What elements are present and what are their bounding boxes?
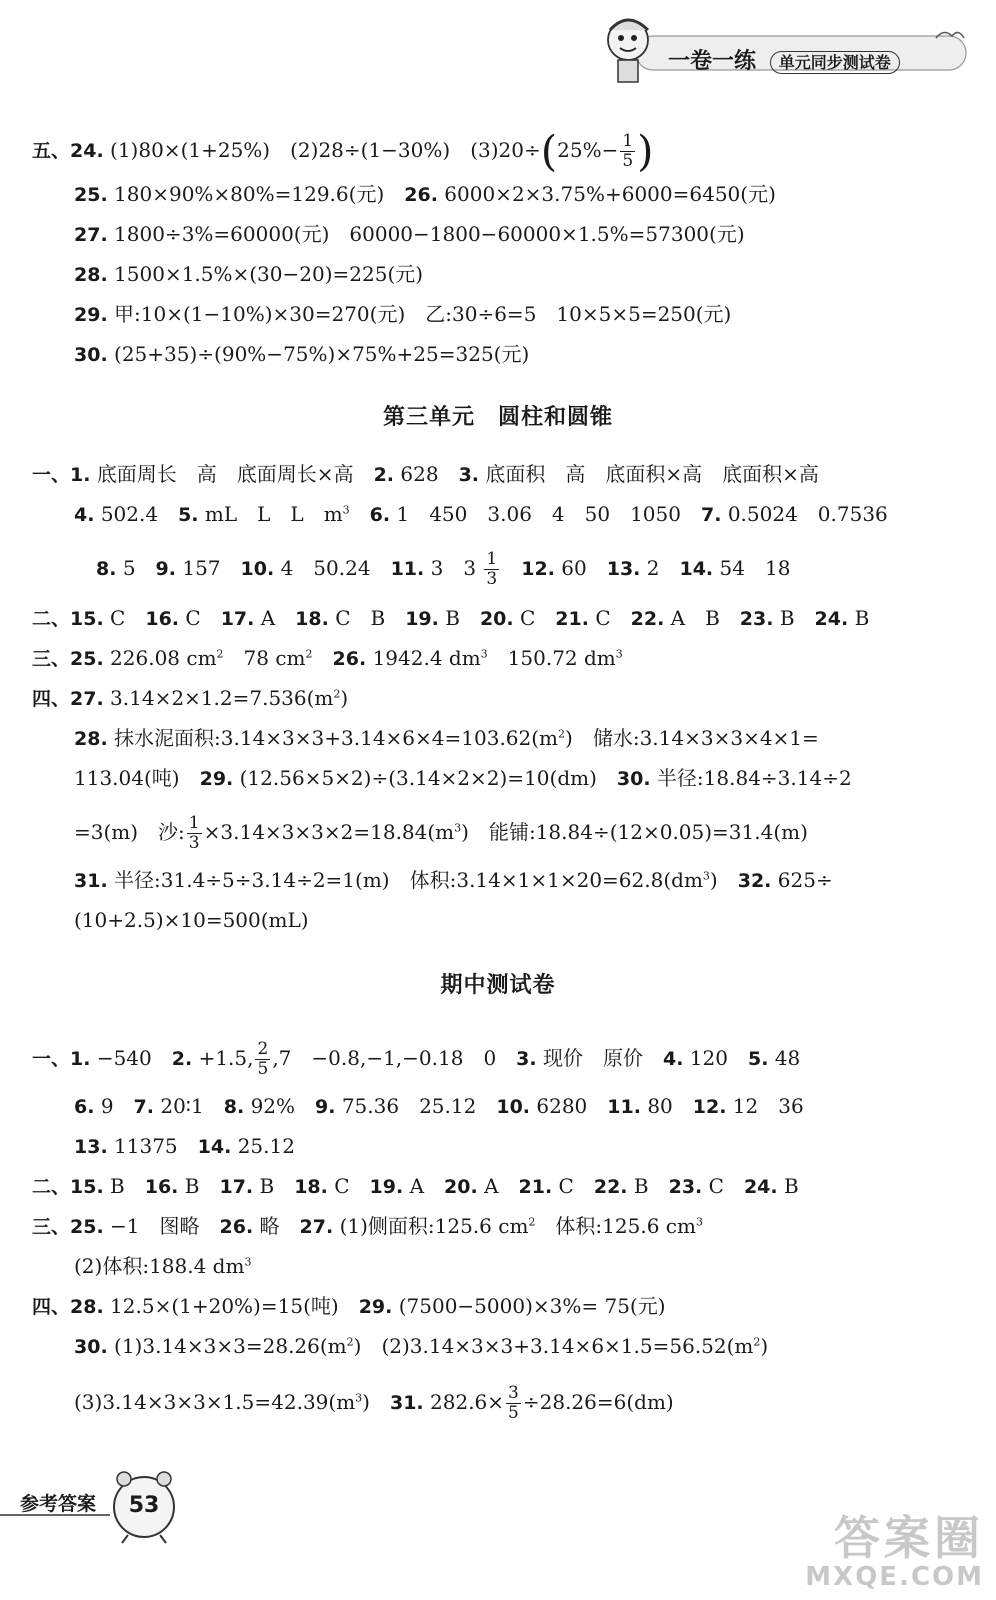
page-number: 53 <box>128 1493 160 1518</box>
answer-line: (10+2.5)×10=500(mL) <box>74 908 309 932</box>
answer-line: 29. 甲:10×(1−10%)×30=270(元) 乙:30÷6=5 10×5×5=250(元) <box>74 302 732 326</box>
watermark: 答案圈 MXQE.COM <box>805 1511 984 1592</box>
header-banner <box>596 8 976 88</box>
fraction: $\frac{1}{3}$ <box>188 813 200 853</box>
answer-line: 25. 180×90%×80%=129.6(元) 26. 6000×2×3.75%+6000=6450(元) <box>74 182 776 206</box>
page-footer <box>0 1455 260 1545</box>
answer-line: 四、27. $3.14\times 2\times 1.2=7.536(m^2)$ <box>32 686 349 710</box>
brand-subtitle: 单元同步测试卷 <box>770 51 900 74</box>
answer-line: 6. 9 7. 20∶1 8. 92% 9. 75.36 25.12 10. 6280 11. 80 12. 12 36 <box>74 1094 804 1118</box>
answer-line: 五、24. (1)80×(1+25%) (2)28÷(1−30%) (3)20÷(25%− $\frac{1}{5}$ ) <box>32 126 654 176</box>
answer-line: =3(m) 沙: $\frac{1}{3}$ $\times 3.14\times 3\times 3\times 2=18.84(m^3)$ 能铺:18.84÷(12×0.05)=31.4(m) <box>74 813 808 853</box>
answer-line: 27. 1800÷3%=60000(元) 60000−1800−60000×1.5%=57300(元) <box>74 222 745 246</box>
answer-line: 31. 半径:31.4÷5÷3.14÷2=1(m) 体积$:3.14\times 1\times 1\times 20=62.8(dm^3)$ 32. 625÷ <box>74 868 833 892</box>
answer-line: 30. $(1)3.14\times 3\times 3=28.26(m^2)$ $(2)3.14\times 3\times 3+3.14\times 6\times 1.5=56.52(m^2)$ <box>74 1334 769 1358</box>
answer-line: 8. 5 9. 157 10. 4 50.24 11. 3 3 $\frac{1}{3}$ 12. 60 13. 2 14. 54 18 <box>96 549 791 589</box>
answer-line: 一、1. −540 2. +1.5, $\frac{2}{5}$ ,7 −0.8,−1,−0.18 0 3. 现价 原价 4. 120 5. 48 <box>32 1039 801 1079</box>
fraction: $\frac{1}{5}$ <box>622 131 634 171</box>
fraction: $\frac{2}{5}$ <box>257 1039 269 1079</box>
section-title: 第三单元 圆柱和圆锥 <box>382 405 613 430</box>
answer-line: 二、15. B 16. B 17. B 18. C 19. A 20. A 21. C 22. B 23. C 24. B <box>32 1174 799 1198</box>
answer-line: 二、15. C 16. C 17. A 18. C B 19. B 20. C 21. C 22. A B 23. B 24. B <box>32 606 870 630</box>
answer-line: 四、28. 12.5×(1+20%)=15(吨) 29. (7500−5000)×3%= 75(元) <box>32 1294 666 1318</box>
fraction: $\frac{1}{3}$ <box>486 549 498 589</box>
answer-line: 三、25. 226.08 $cm^2$ 78 $cm^2$ 26. 1942.4 $dm^3$ 150.72 $dm^3$ <box>32 646 623 670</box>
fraction: $\frac{3}{5}$ <box>508 1383 519 1423</box>
answer-line: 30. (25+35)÷(90%−75%)×75%+25=325(元) <box>74 342 530 366</box>
answer-line: $(3)3.14\times 3\times 3\times 1.5=42.39(m^3)$ 31. 282.6× $\frac{3}{5}$ ÷28.26=6(dm) <box>74 1383 674 1423</box>
brand-title: 一卷一练 <box>668 49 757 74</box>
section-title: 期中测试卷 <box>440 973 556 998</box>
answer-line: 三、25. −1 图略 26. 略 27. (1)侧面积:125.6 $cm^2$ 体积:125.6 $cm^3$ <box>32 1214 703 1238</box>
answer-line: 113.04(吨) 29. (12.56×5×2)÷(3.14×2×2)=10(dm) 30. 半径:18.84÷3.14÷2 <box>74 766 852 790</box>
answer-line: (2)体积:188.4 $dm^3$ <box>74 1254 252 1278</box>
answer-line: 13. 11375 14. 25.12 <box>74 1134 295 1158</box>
answer-line: 一、1. 底面周长 高 底面周长×高 2. 628 3. 底面积 高 底面积×高 底面积×高 <box>32 462 819 486</box>
answer-line: 4. 502.4 5. mL L L $m^3$ 6. 1 450 3.06 4 50 1050 7. 0.5024 0.7536 <box>74 502 888 526</box>
answer-line: 28. 抹水泥面积$:3.14\times 3\times 3+3.14\times 6\times 4=103.62(m^2)$ 储水:3.14×3×3×4×1= <box>74 726 819 750</box>
footer-label: 参考答案 <box>20 1493 97 1515</box>
answer-line: 28. 1500×1.5%×(30−20)=225(元) <box>74 262 424 286</box>
